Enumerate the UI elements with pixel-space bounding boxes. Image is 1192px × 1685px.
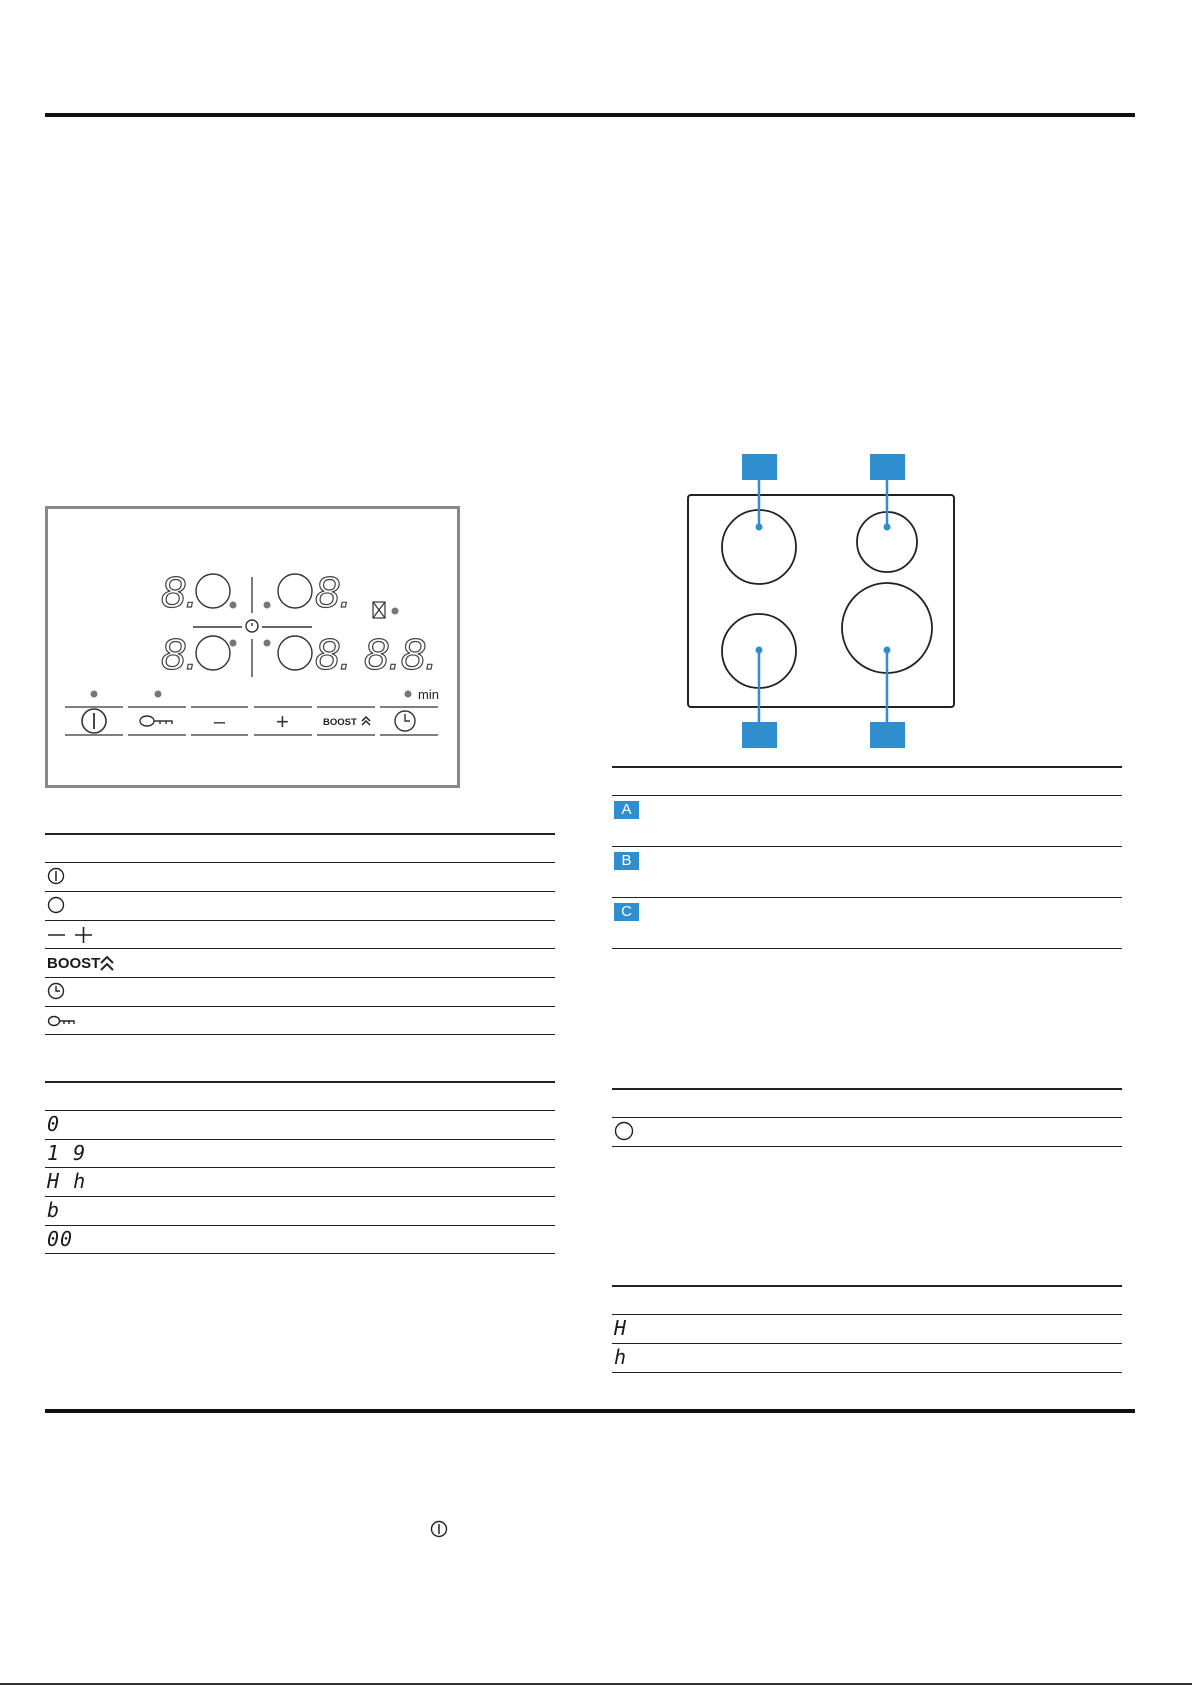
- top-rule: [45, 113, 1135, 117]
- display-symbol: 0: [47, 1112, 61, 1136]
- display-timer-digits: 8.8.: [364, 630, 438, 679]
- minus-plus-icon: [47, 925, 95, 945]
- zone-badge-b: B: [614, 852, 639, 870]
- zone-rear-right-icon: [278, 636, 312, 670]
- section-rule: [45, 1409, 1135, 1413]
- indicator-dot-icon: [392, 608, 399, 615]
- display-symbol: 1 9: [47, 1141, 87, 1165]
- residual-dot-icon: [264, 602, 271, 609]
- zone-front-right-icon: [278, 574, 312, 608]
- residual-dot-icon: [230, 640, 237, 647]
- minus-button[interactable]: –: [214, 711, 226, 733]
- clock-icon: [47, 982, 67, 1002]
- chevron-up-double-icon: [99, 954, 117, 974]
- zones-table: [612, 766, 1122, 950]
- residual-dot-icon: [264, 640, 271, 647]
- display-symbol: 00: [47, 1227, 74, 1251]
- display-rear-right-level: 8.: [315, 630, 352, 679]
- circle-icon: [47, 896, 67, 916]
- display-front-left-level: 8.: [161, 568, 198, 617]
- heat-symbol: h: [614, 1345, 628, 1369]
- hourglass-icon: [373, 602, 385, 618]
- boost-button[interactable]: BOOST: [323, 717, 357, 728]
- zone-badge-a: A: [614, 801, 639, 819]
- power-icon: [430, 1520, 450, 1540]
- callout-marker: [742, 454, 777, 480]
- callout-marker: [870, 722, 905, 748]
- display-symbol: b: [47, 1198, 61, 1222]
- symbols-table-2: [45, 1081, 555, 1256]
- key-button[interactable]: [140, 716, 172, 726]
- display-rear-left-level: 8.: [161, 630, 198, 679]
- heat-symbol: H: [614, 1316, 628, 1340]
- symbols-table-1: [45, 833, 555, 1036]
- boost-label: BOOST: [47, 955, 101, 972]
- callout-marker: [742, 722, 777, 748]
- residual-dot-icon: [230, 602, 237, 609]
- zone-badge-c: C: [614, 903, 639, 921]
- control-panel-svg: [48, 509, 457, 785]
- power-button[interactable]: [82, 709, 106, 733]
- zone-front-left-icon: [196, 574, 230, 608]
- plus-button[interactable]: +: [276, 709, 289, 734]
- circle-icon: [614, 1121, 636, 1143]
- chevron-up-double-icon: [362, 717, 370, 725]
- power-icon: [47, 867, 67, 887]
- heat-table: [612, 1285, 1122, 1375]
- display-symbol: H h: [47, 1169, 87, 1193]
- zone-rear-left-icon: [196, 636, 230, 670]
- hob-diagram: [660, 452, 970, 752]
- control-panel-illustration: [45, 506, 460, 788]
- timer-button[interactable]: [395, 711, 415, 731]
- min-label: min: [418, 687, 439, 702]
- callout-marker: [870, 454, 905, 480]
- display-front-right-level: 8.: [315, 568, 352, 617]
- key-icon: [47, 1011, 77, 1031]
- indicator-table: [612, 1088, 1122, 1148]
